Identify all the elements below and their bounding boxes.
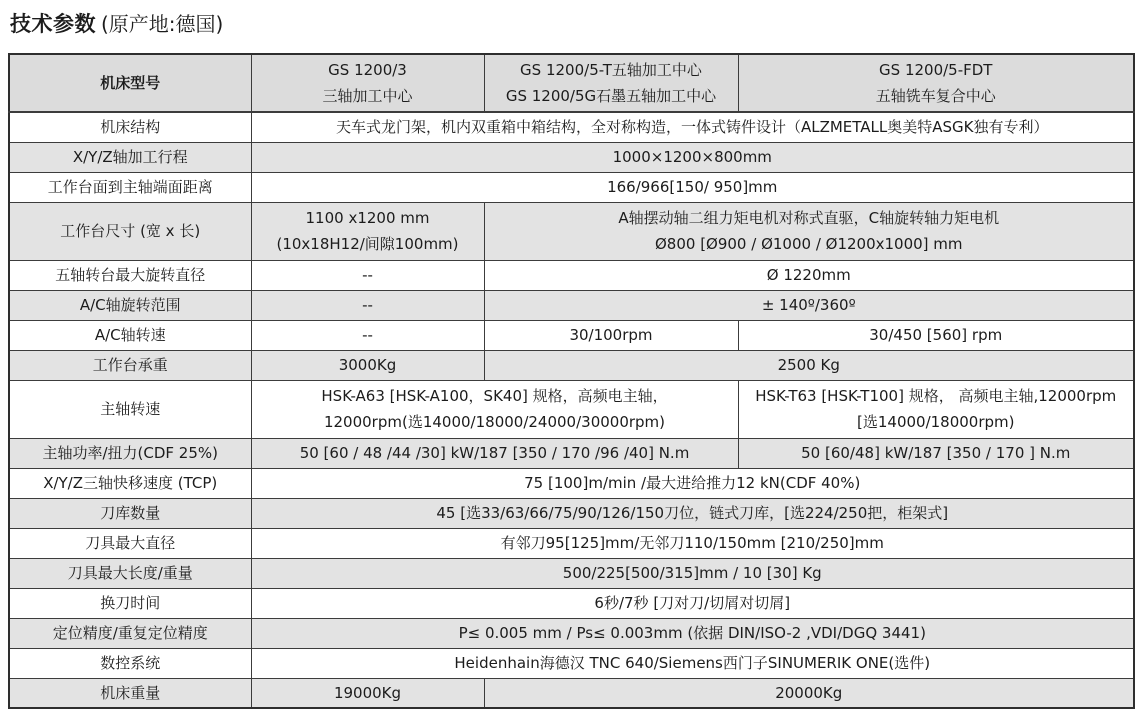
row-travel-value: 1000×1200×800mm (251, 142, 1134, 172)
header-col-gs1200-5t (484, 54, 738, 112)
row-tool-count-value: 45 [选33/63/66/75/90/126/150刀位，链式刀库，[选224/250把，柜架式] (251, 498, 1134, 528)
row-rapid-speed-label: X/Y/Z三轴快移速度 (TCP) (9, 468, 251, 498)
header-col-gs1200-3 (251, 54, 484, 112)
row-spindle-speed-col23-line2: 12000rpm(选14000/18000/24000/30000rpm) (323, 413, 666, 431)
row-machine-weight-col2: 19000Kg (251, 678, 484, 708)
header-col2-line2: 三轴加工中心 (322, 87, 413, 105)
row-tool-change-time (9, 588, 1134, 618)
row-tool-length-weight-value: 500/225[500/315]mm / 10 [30] Kg (251, 558, 1134, 588)
header-col-gs1200-5fdt (738, 54, 1134, 112)
header-col3-line2: GS 1200/5G石墨五轴加工中心 (505, 87, 717, 105)
row-ac-speed-col2: -- (251, 320, 484, 350)
row-structure (9, 112, 1134, 142)
row-ac-speed-col3: 30/100rpm (484, 320, 738, 350)
row-ac-range-col2: -- (251, 290, 484, 320)
row-tool-length-weight-label: 刀具最大长度/重量 (9, 558, 251, 588)
header-col3-line1: GS 1200/5-T五轴加工中心 (520, 61, 702, 79)
row-accuracy-label: 定位精度/重复定位精度 (9, 618, 251, 648)
row-spindle-power-label: 主轴功率/扭力(CDF 25%) (9, 438, 251, 468)
header-col4-line1: GS 1200/5-FDT (879, 61, 993, 79)
row-spindle-power-col4: 50 [60/48] kW/187 [350 / 170 ] N.m (738, 438, 1134, 468)
row-ac-range (9, 290, 1134, 320)
row-spindle-power-col23: 50 [60 / 48 /44 /30] kW/187 [350 / 170 /96 /40] N.m (251, 438, 738, 468)
row-table-to-spindle-label: 工作台面到主轴端面距离 (9, 172, 251, 202)
row-tool-diameter-value: 有邻刀95[125]mm/无邻刀110/150mm [210/250]mm (251, 528, 1134, 558)
row-travel (9, 142, 1134, 172)
row-cnc-system-value: Heidenhain海德汉 TNC 640/Siemens西门子SINUMERIK ONE(选件) (251, 648, 1134, 678)
row-rotary-diameter-col2: -- (251, 260, 484, 290)
table-header-row (9, 54, 1134, 112)
title-main: 技术参数 (10, 12, 96, 36)
row-spindle-speed-col4-line1: HSK-T63 [HSK-T100] 规格， 高频电主轴,12000rpm (755, 387, 1117, 405)
row-tool-count (9, 498, 1134, 528)
row-ac-speed-col4: 30/450 [560] rpm (738, 320, 1134, 350)
row-table-load (9, 350, 1134, 380)
row-table-size-col34 (484, 202, 1134, 260)
row-table-size-col2-line2: (10x18H12/间隙100mm) (276, 235, 459, 253)
row-spindle-power (9, 438, 1134, 468)
row-table-size-col34-line2: Ø800 [Ø900 / Ø1000 / Ø1200x1000] mm (654, 235, 963, 253)
row-table-size-label: 工作台尺寸 (宽 x 长) (9, 202, 251, 260)
header-model-label: 机床型号 (9, 54, 251, 112)
row-tool-diameter (9, 528, 1134, 558)
row-structure-value: 天车式龙门架，机内双重箱中箱结构，全对称构造，一体式铸件设计（ALZMETALL奥美特ASGK独有专利） (251, 112, 1134, 142)
row-tool-change-time-value: 6秒/7秒 [刀对刀/切屑对切屑] (251, 588, 1134, 618)
row-tool-diameter-label: 刀具最大直径 (9, 528, 251, 558)
row-tool-change-time-label: 换刀时间 (9, 588, 251, 618)
row-rapid-speed (9, 468, 1134, 498)
header-col4-line2: 五轴铣车复合中心 (875, 87, 996, 105)
row-structure-label: 机床结构 (9, 112, 251, 142)
row-rapid-speed-value: 75 [100]m/min /最大进给推力12 kN(CDF 40%) (251, 468, 1134, 498)
row-ac-range-label: A/C轴旋转范围 (9, 290, 251, 320)
page-title (10, 8, 1133, 38)
row-table-to-spindle-value: 166/966[150/ 950]mm (251, 172, 1134, 202)
row-cnc-system-label: 数控系统 (9, 648, 251, 678)
row-table-size-col34-line1: A轴摆动轴二组力矩电机对称式直驱，C轴旋转轴力矩电机 (618, 209, 1000, 227)
row-machine-weight-label: 机床重量 (9, 678, 251, 708)
row-spindle-speed-col23-line1: HSK-A63 [HSK-A100，SK40] 规格，高频电主轴， (321, 387, 668, 405)
row-table-size-col2-line1: 1100 x1200 mm (305, 209, 430, 227)
row-machine-weight-col34: 20000Kg (484, 678, 1134, 708)
row-spindle-speed (9, 380, 1134, 438)
row-cnc-system (9, 648, 1134, 678)
row-table-load-col34: 2500 Kg (484, 350, 1134, 380)
row-table-to-spindle (9, 172, 1134, 202)
row-table-size (9, 202, 1134, 260)
spec-table (8, 53, 1135, 709)
row-rotary-diameter (9, 260, 1134, 290)
header-col2-line1: GS 1200/3 (328, 61, 407, 79)
row-spindle-speed-col23 (251, 380, 738, 438)
row-ac-speed (9, 320, 1134, 350)
row-accuracy (9, 618, 1134, 648)
row-spindle-speed-col4 (738, 380, 1134, 438)
row-travel-label: X/Y/Z轴加工行程 (9, 142, 251, 172)
row-accuracy-value: P≤ 0.005 mm / Ps≤ 0.003mm (依据 DIN/ISO-2 ,VDI/DGQ 3441) (251, 618, 1134, 648)
row-spindle-speed-label: 主轴转速 (9, 380, 251, 438)
row-tool-count-label: 刀库数量 (9, 498, 251, 528)
row-ac-range-col34: ± 140º/360º (484, 290, 1134, 320)
row-rotary-diameter-label: 五轴转台最大旋转直径 (9, 260, 251, 290)
row-table-load-col2: 3000Kg (251, 350, 484, 380)
row-spindle-speed-col4-line2: [选14000/18000rpm) (857, 413, 1015, 431)
title-origin: (原产地:德国) (101, 12, 224, 36)
row-table-size-col2 (251, 202, 484, 260)
row-rotary-diameter-col34: Ø 1220mm (484, 260, 1134, 290)
row-tool-length-weight (9, 558, 1134, 588)
row-table-load-label: 工作台承重 (9, 350, 251, 380)
row-machine-weight (9, 678, 1134, 708)
row-ac-speed-label: A/C轴转速 (9, 320, 251, 350)
